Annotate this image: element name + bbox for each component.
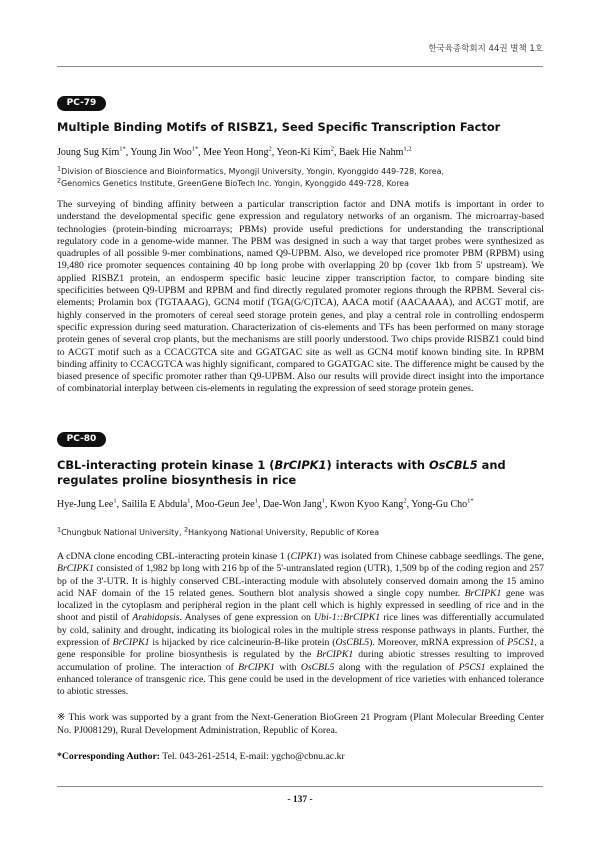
- author-name: Young Jin Woo: [130, 147, 192, 158]
- author-name: Baek Hie Nahm: [338, 147, 404, 158]
- author-name: Hye-Jung Lee: [57, 499, 114, 510]
- author-name: Mee Yeon Hong: [203, 147, 269, 158]
- affiliation-line: $^1$Division of Bioscience and Bioinformatics, Myongji University, Yongin, Kyonggido 449-728, Korea,: [57, 164, 444, 176]
- author-sup: 1,2: [403, 145, 412, 153]
- abstract-pc79: The surveying of binding affinity between a particular transcription factor and DNA motifs is important in order to understand the developmental specific gene expression and regulatory networks of an organism. The microarray-based technologies (protein-binding microarrays; PBMs) provide useful predictions for understanding the transcriptional regulatory code in a genome-wide manner. The PBM was designed in such a way that target probes were synthesized as quadruples of all possible 9-mer combinations, named Q9-UPBM. Also, we developed rice promoter PBM (RPBM) using 19,480 rice promoter sequences containing 40 bp long probe with overlapping 20 bp (cover 1kb from 5' upstream). We applied RISBZ1 protein, an endosperm specific basic leucine zipper transcription factor, to compare binding site specificities between Q9-UPBM and RPBM and find directly regulated promoter regions through the RPBM. Several cis-elements; Prolamin box (TGTAAAG), GCN4 motif (TGA(G/C)TCA), AACA motif (AACAAAA), and ACGT motif, are highly conserved in the promoters of cereal seed storage protein genes, and play a central role in controlling endosperm specific expression during seed maturation. Characterization of cis-elements and TFs has been performed on many storage protein genes of several crop plants, but the mechanisms are still poorly understood. Two chips provide RISBZ1 could bind to ACGT motif such as a CCACGTCA site and GGATGAC site as well as GCN4 motif known binding site. In RPBM binding affinity to CCACGTCA was highly significant, compared to GGATGAC site. The difference might be caused by the biased presence of specific promoter rather than Q9-UPBM. Also our results will provide direct insight into the importance of combinatorial interplay between cis-elements in regulating the expression of seed storage protein genes.: [57, 199, 544, 395]
- author-sup: 2: [330, 145, 334, 153]
- author-name: Yong-Gu Cho: [411, 499, 468, 510]
- author-sup: 1*: [119, 145, 126, 153]
- author-sup: 1*: [467, 497, 474, 505]
- funding-note: ※ This work was supported by a grant from the Next-Generation BioGreen 21 Program (Plant Molecular Breeding Center No. PJ008129), Rural Development Administration, Republic of Korea.: [57, 712, 544, 736]
- author-sup: 1: [321, 497, 325, 505]
- author-sup: 1: [187, 497, 191, 505]
- authors-pc79: Joung Sug Kim$^{1*}$, Young Jin Woo$^{1*}$, Mee Yeon Hong$^2$, Yeon-Ki Kim$^2$, Baek Hie Nahm$^{1,2}$: [57, 145, 412, 158]
- abstract-pc80: A cDNA clone encoding CBL-interacting protein kinase 1 (CIPK1) was isolated from Chinese cabbage seedlings. The gene, BrCIPK1 consisted of 1,982 bp long with 216 bp of the 5'-untranslated region (UTR), 1,509 bp of the coding region and 257 bp of the 3'-UTR. It is highly conserved CBL-interacting module with absolutely conserved domain among the 15 amino acid NAF domain of the 15 related genes. Southern blot analysis showed a single copy number. BrCIPK1 gene was localized in the cytoplasm and peripheral region in the plant cell which is highly expressed in seedling of rice and in the shoot and pistil of Arabidopsis. Analyses of gene expression on Ubi-1::BrCIPK1 rice lines was differentially accumulated by cold, salinity and drought, indicating its biological roles in the multiple stress response pathways in plants. Further, the expression of BrCIPK1 is hijacked by rice calcineurin-B-like protein (OsCBL5). Moreover, mRNA expression of P5CS1, a gene responsible for proline biosynthesis is regulated by the BrCIPK1 during abiotic stresses resulting to improved accumulation of proline. The interaction of BrCIPK1 with OsCBL5 along with the regulation of P5CS1 explained the enhanced tolerance of transgenic rice. This gene could be used in the development of rice varieties with enhanced tolerance to abiotic stresses.: [57, 551, 545, 698]
- author-sup: 2: [403, 497, 407, 505]
- corresponding-contact: Tel. 043-261-2514, E-mail: ygcho@cbnu.ac.kr: [160, 751, 345, 762]
- footer-rule: [57, 786, 543, 787]
- author-sup: 1: [113, 497, 117, 505]
- article-title-pc79: Multiple Binding Motifs of RISBZ1, Seed Specific Transcription Factor: [57, 120, 501, 134]
- authors-pc80: Hye-Jung Lee$^1$, Sailila E Abdula$^1$, Moo-Geun Jee$^1$, Dae-Won Jang$^1$, Kwon Kyoo Kang$^2$, Yong-Gu Cho$^{1*}$: [57, 497, 474, 510]
- header-rule: [57, 66, 543, 67]
- page-number: - 137 -: [287, 795, 313, 805]
- author-name: Dae-Won Jang: [262, 499, 322, 510]
- author-name: Sailila E Abdula: [121, 499, 188, 510]
- affiliations-pc80: $^1$Chungbuk National University, $^2$Hankyong National University, Republic of Korea: [57, 525, 380, 537]
- author-sup: 1*: [191, 145, 199, 153]
- author-name: Moo-Geun Jee: [195, 499, 255, 510]
- affiliations-pc79: [57, 166, 547, 190]
- author-sup: 2: [268, 145, 272, 153]
- corresponding-label: *Corresponding Author:: [57, 751, 161, 762]
- article-title-pc80: CBL-interacting protein kinase 1 (BrCIPK1) interacts with OsCBL5 and regulates proline biosynthesis in rice: [57, 458, 506, 487]
- journal-header: 한국육종학회지 44권 별책 1호: [428, 44, 543, 54]
- author-name: Yeon-Ki Kim: [276, 147, 331, 158]
- article-badge-pc79: PC-79: [57, 96, 106, 111]
- author-sup: 1: [254, 497, 258, 505]
- article-badge-pc80: PC-80: [57, 432, 106, 447]
- author-name: Kwon Kyoo Kang: [329, 499, 404, 510]
- author-name: Joung Sug Kim: [57, 147, 120, 158]
- corresponding-author: [57, 750, 544, 763]
- affiliation-line: $^2$Genomics Genetics Institute, GreenGene BioTech Inc. Yongin, Kyonggido 449-728, Korea: [57, 176, 409, 188]
